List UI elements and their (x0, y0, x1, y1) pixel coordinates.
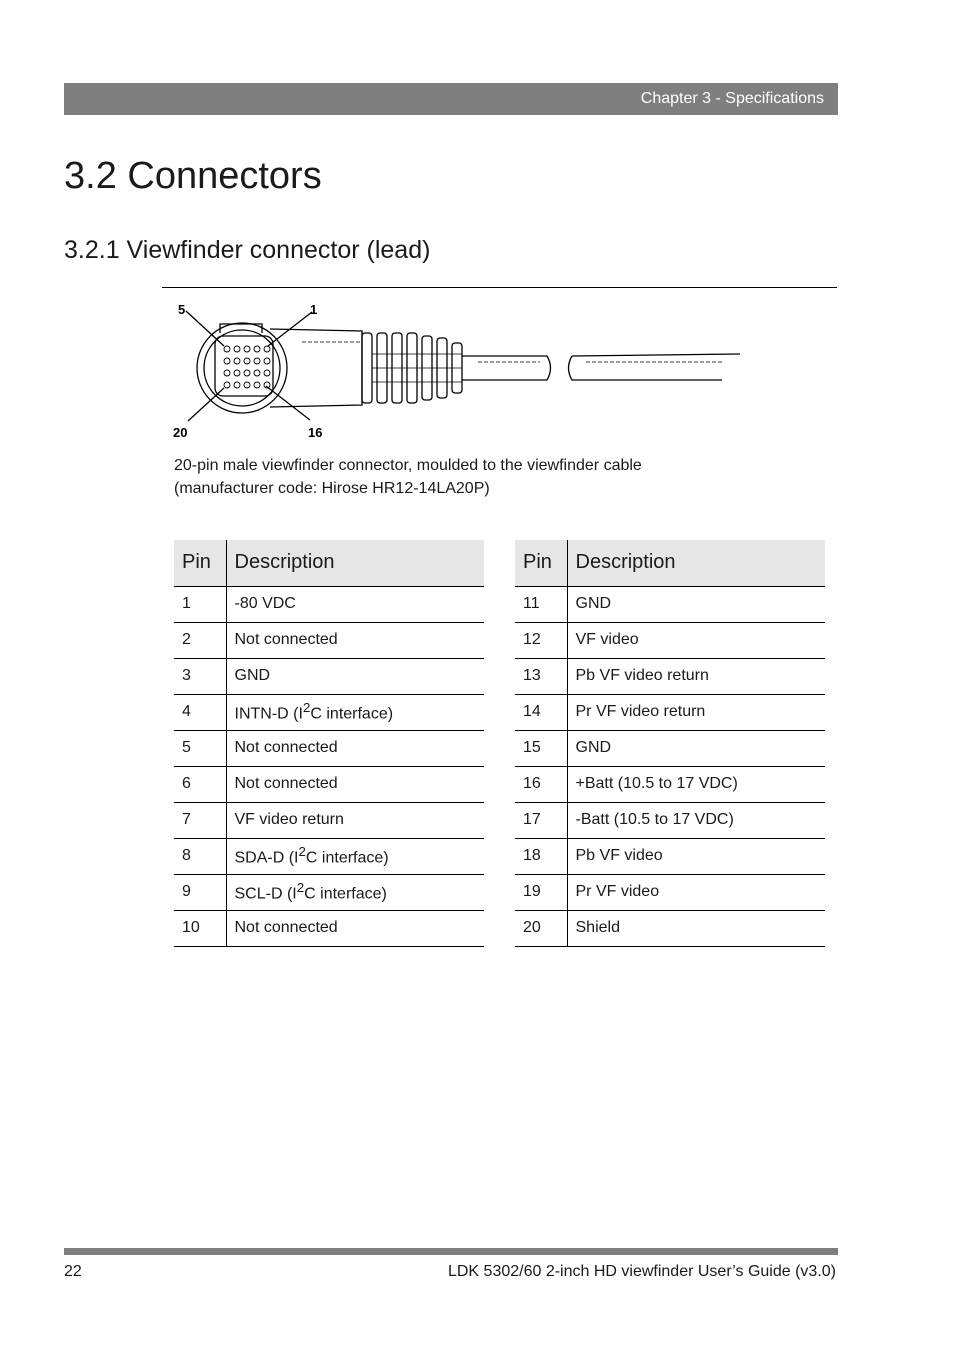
description-cell: GND (567, 730, 825, 766)
description-cell: -Batt (10.5 to 17 VDC) (567, 802, 825, 838)
page-number: 22 (64, 1263, 82, 1280)
chapter-header: Chapter 3 - Specifications (64, 83, 838, 115)
description-cell: Not connected (226, 730, 484, 766)
table-header-row (515, 540, 825, 586)
cable-segment (462, 356, 551, 380)
caption-line: (manufacturer code: Hirose HR12-14LA20P) (174, 480, 490, 497)
table-row (515, 586, 825, 622)
description-cell: Pb VF video (567, 838, 825, 874)
pin-table-right (515, 540, 825, 947)
leader-pin16 (266, 386, 310, 420)
table-row (174, 838, 484, 874)
pin-cell: 5 (174, 730, 226, 766)
table-row (174, 910, 484, 946)
description-cell: Not connected (226, 766, 484, 802)
pin-column-header: Pin (515, 540, 567, 586)
description-cell: -80 VDC (226, 586, 484, 622)
pin-cell: 20 (515, 910, 567, 946)
table-row (515, 910, 825, 946)
figure-caption (174, 454, 834, 500)
description-cell: GND (567, 586, 825, 622)
description-cell: Pr VF video return (567, 694, 825, 730)
document-title: LDK 5302/60 2-inch HD viewfinder User’s Guide (v3.0) (447, 1263, 836, 1280)
table-row (174, 766, 484, 802)
connector-body (270, 329, 362, 407)
table-row (174, 874, 484, 910)
pin-label-16: 16 (308, 425, 323, 440)
pin-cell: 16 (515, 766, 567, 802)
description-cell: Pb VF video return (567, 658, 825, 694)
description-cell: Not connected (226, 622, 484, 658)
cable-end (569, 354, 741, 380)
pin-cell: 2 (174, 622, 226, 658)
pin-cell: 7 (174, 802, 226, 838)
table-row (515, 838, 825, 874)
description-column-header: Description (226, 540, 484, 586)
table-row (515, 802, 825, 838)
pin-cell: 6 (174, 766, 226, 802)
table-row (515, 622, 825, 658)
description-cell: VF video return (226, 802, 484, 838)
pin-dots (224, 346, 270, 388)
pin-table-left (174, 540, 484, 947)
pin-cell: 15 (515, 730, 567, 766)
pin-cell: 1 (174, 586, 226, 622)
pin-cell: 14 (515, 694, 567, 730)
connector-drawing (162, 288, 837, 448)
pin-cell: 18 (515, 838, 567, 874)
table-row (515, 730, 825, 766)
description-cell: GND (226, 658, 484, 694)
pin-cell: 19 (515, 874, 567, 910)
table-row (174, 802, 484, 838)
subsection-title: 3.2.1 Viewfinder connector (lead) (64, 236, 431, 264)
pin-cell: 9 (174, 874, 226, 910)
rib (362, 333, 372, 403)
description-cell: Pr VF video (567, 874, 825, 910)
description-cell: SCL-D ($I^2C$ interface) (226, 874, 484, 910)
pin-column-header: Pin (174, 540, 226, 586)
caption-line: 20-pin male viewfinder connector, moulded to the viewfinder cable (174, 457, 642, 474)
pin-cell: 12 (515, 622, 567, 658)
table-row (174, 586, 484, 622)
description-cell: +Batt (10.5 to 17 VDC) (567, 766, 825, 802)
table-row (174, 694, 484, 730)
description-cell: Shield (567, 910, 825, 946)
table-row (515, 658, 825, 694)
footer-rule (64, 1248, 838, 1255)
pin-label-1: 1 (310, 302, 318, 317)
pin-cell: 4 (174, 694, 226, 730)
pin-cell: 10 (174, 910, 226, 946)
table-header-row (174, 540, 484, 586)
description-cell: VF video (567, 622, 825, 658)
leader-pin20 (188, 388, 224, 421)
pin-cell: 11 (515, 586, 567, 622)
pin-cell: 13 (515, 658, 567, 694)
table-row (515, 694, 825, 730)
description-cell: INTN-D ($I^2C$ interface) (226, 694, 484, 730)
table-row (515, 766, 825, 802)
leader-pin5 (186, 311, 224, 346)
table-row (174, 622, 484, 658)
description-cell: SDA-D ($I^2C$ interface) (226, 838, 484, 874)
pin-label-20: 20 (173, 425, 188, 440)
pin-cell: 8 (174, 838, 226, 874)
table-row (515, 874, 825, 910)
description-column-header: Description (567, 540, 825, 586)
pin-cell: 17 (515, 802, 567, 838)
pin-cell: 3 (174, 658, 226, 694)
table-row (174, 658, 484, 694)
description-cell: Not connected (226, 910, 484, 946)
section-title: 3.2 Connectors (64, 155, 322, 197)
pin-label-5: 5 (178, 302, 186, 317)
table-row (174, 730, 484, 766)
